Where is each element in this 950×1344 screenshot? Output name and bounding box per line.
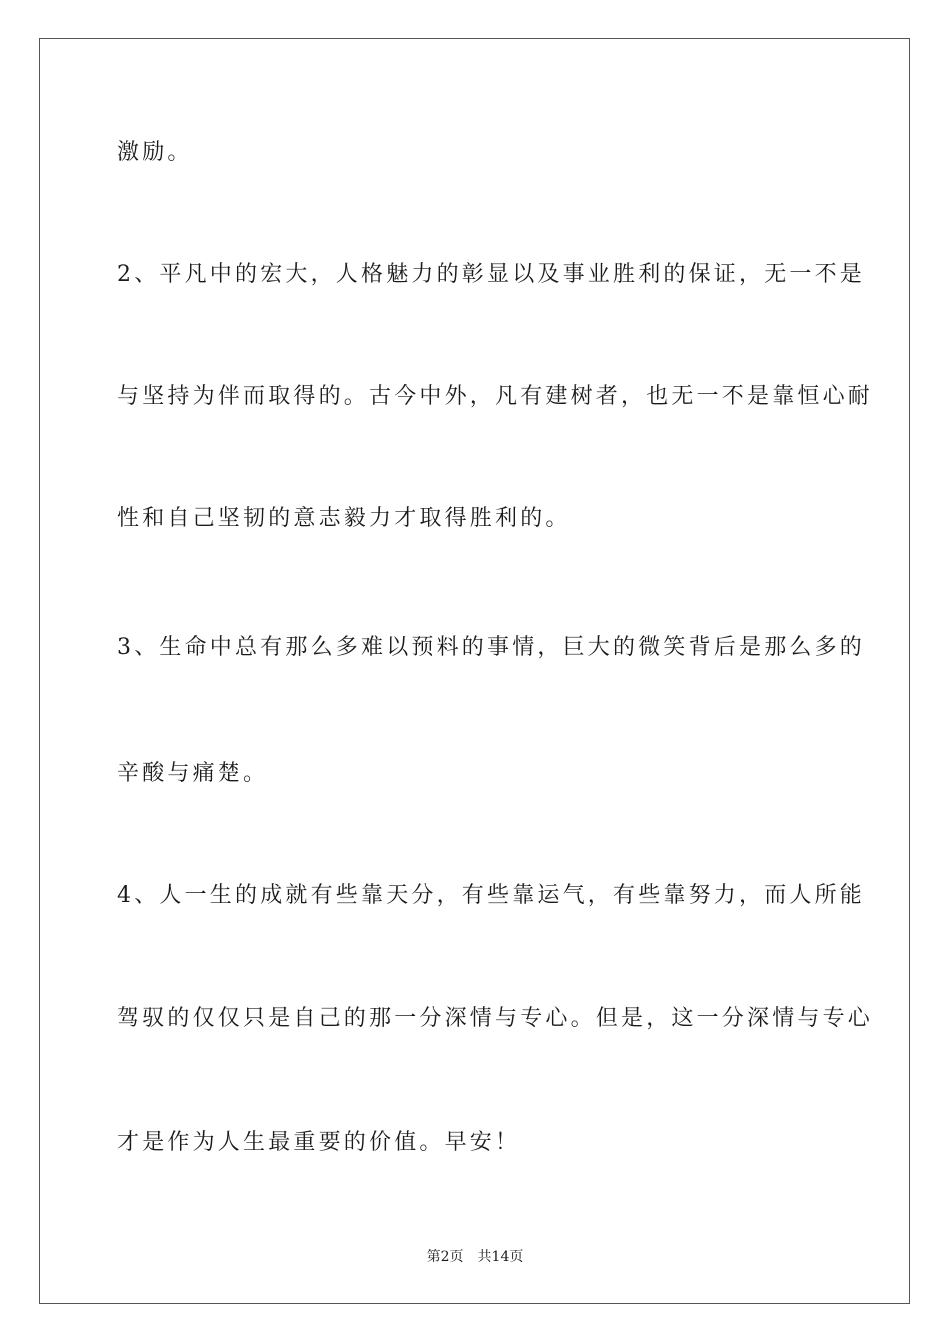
text-line: 性和自己坚韧的意志毅力才取得胜利的。: [117, 506, 571, 531]
page-total: 共14页: [477, 1249, 524, 1265]
page-number: 第2页: [426, 1249, 464, 1265]
text-line: 2、平凡中的宏大，人格魅力的彰显以及事业胜利的保证，无一不是: [117, 262, 865, 287]
text-line: 激励。: [117, 140, 193, 165]
text-line: 4、人一生的成就有些靠天分，有些靠运气，有些靠努力，而人所能: [117, 883, 865, 908]
page-footer: [0, 1247, 950, 1267]
page-frame: [39, 38, 910, 1304]
text-line: 辛酸与痛楚。: [117, 761, 269, 786]
text-line: 3、生命中总有那么多难以预料的事情，巨大的微笑背后是那么多的: [117, 635, 865, 660]
text-line: 与坚持为伴而取得的。古今中外，凡有建树者，也无一不是靠恒心耐: [117, 384, 874, 409]
text-line: 驾驭的仅仅只是自己的那一分深情与专心。但是，这一分深情与专心: [117, 1006, 874, 1031]
text-line: 才是作为人生最重要的价值。早安！: [117, 1130, 521, 1155]
